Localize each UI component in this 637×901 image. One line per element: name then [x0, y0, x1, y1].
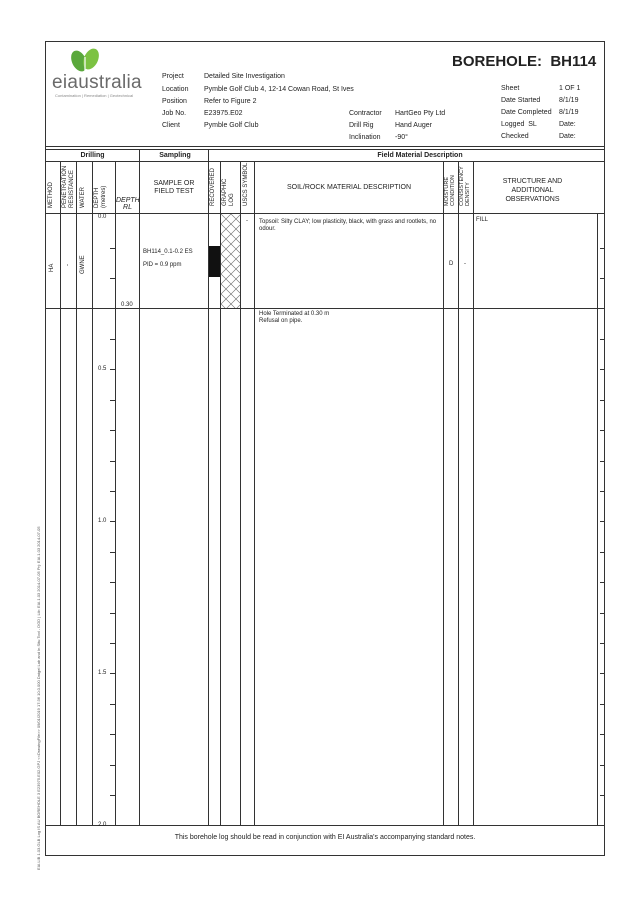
- water-value: GWNE: [80, 255, 86, 274]
- project-label: Project: [162, 73, 184, 80]
- tick: [110, 248, 115, 249]
- page-frame: [45, 41, 605, 856]
- field-group-title: Field Material Description: [377, 152, 463, 159]
- contractor-label: Contractor: [349, 110, 382, 117]
- date-started-label: Date Started: [501, 97, 541, 104]
- header-divider-2: [45, 149, 605, 150]
- tick: [110, 430, 115, 431]
- recovered-header: RECOVERED: [210, 167, 216, 206]
- tick: [110, 643, 115, 644]
- client-label: Client: [162, 122, 180, 129]
- footer-note: This borehole log should be read in conjunction with EI Australia's accompanying standard notes.: [174, 834, 476, 841]
- tick: [110, 521, 115, 522]
- water-header: WATER: [80, 187, 86, 208]
- jobno-label: Job No.: [162, 110, 187, 117]
- date-completed-value: 8/1/19: [559, 109, 579, 116]
- contractor-value: HartGeo Pty Ltd: [395, 110, 446, 117]
- footer-divider: [45, 825, 605, 826]
- tick: [600, 430, 605, 431]
- checked-label: Checked: [501, 133, 529, 140]
- position-value: Refer to Figure 2: [204, 98, 257, 105]
- tick: [110, 613, 115, 614]
- tick: [600, 643, 605, 644]
- tick: [600, 704, 605, 705]
- penetration-header: [62, 164, 76, 208]
- tick: [110, 491, 115, 492]
- tick: [600, 491, 605, 492]
- tick: [110, 278, 115, 279]
- drillrig-label: Drill Rig: [349, 122, 374, 129]
- col-line: [240, 161, 241, 825]
- tick: [110, 673, 115, 674]
- graphic-header: [222, 176, 236, 206]
- layer-description: Topsoil: Silty CLAY; low plasticity, black, with grass and rootlets, no odour.: [259, 219, 437, 232]
- position-label: Position: [162, 98, 187, 105]
- logo-tagline: Contamination | Remediation | Geotechnical: [55, 93, 134, 98]
- consistency-header-text: CONSISTENCY DENSITY: [459, 166, 471, 206]
- tick: [600, 461, 605, 462]
- tick: [110, 552, 115, 553]
- tick: [110, 400, 115, 401]
- recovered-bar: [209, 246, 220, 277]
- header-divider: [45, 146, 605, 147]
- col-line: [254, 161, 255, 825]
- col-line: [458, 161, 459, 825]
- depth-m-header: [94, 174, 108, 208]
- logged-date: Date:: [559, 121, 576, 128]
- group-divider: [45, 161, 605, 162]
- tick: [110, 765, 115, 766]
- col-line: [443, 161, 444, 825]
- col-line: [92, 161, 93, 825]
- logged-label: Logged SL: [501, 121, 537, 128]
- col-line: [60, 161, 61, 825]
- depth-m-header-text: DEPTH (metres): [94, 185, 107, 208]
- tick: [110, 795, 115, 796]
- bottom-depth: 0.30: [121, 302, 133, 308]
- depth-rl-header: [116, 197, 139, 211]
- tick: [110, 704, 115, 705]
- tick: [600, 248, 605, 249]
- termination-line-1: Hole Terminated at 0.30 m: [259, 311, 330, 317]
- graphic-header-text: GRAPHIC LOG: [222, 178, 235, 206]
- leaf-logo-icon: [67, 47, 103, 75]
- sample-header-text: SAMPLE OR FIELD TEST: [153, 180, 195, 195]
- col-line: [115, 161, 116, 825]
- tick: [600, 582, 605, 583]
- graphic-log-hatch: [221, 214, 240, 308]
- consistency-header: [459, 162, 471, 206]
- tick: [600, 765, 605, 766]
- depth-label-1-5: 1.5: [98, 670, 107, 676]
- tick: [600, 795, 605, 796]
- structure-value: FILL: [476, 217, 489, 223]
- uscs-header: USCS SYMBOL: [243, 162, 249, 206]
- tick: [110, 582, 115, 583]
- structure-header: [495, 177, 570, 204]
- tick: [600, 552, 605, 553]
- moisture-header: [444, 162, 456, 206]
- depth-label-2-0: 2.0: [98, 822, 107, 828]
- side-note: EIA LIB 1.03.GLB Log IS AU BOREHOLE 3 E23975.E02.GPJ <<DrawingFile>> 09/01/2019 17:36 10.0.000 Datgel Lab and In Situ Tool - DGD | Lib: EIA 1.03 2014-07-05 Prj: EIA 1.03 2014-07-05: [36, 526, 41, 870]
- tick: [600, 734, 605, 735]
- depth-label-0-5: 0.5: [98, 366, 107, 372]
- location-value: Pymble Golf Club 4, 12-14 Cowan Road, St Ives: [204, 86, 354, 93]
- tick: [600, 400, 605, 401]
- client-value: Pymble Golf Club: [204, 122, 259, 129]
- col-line: [76, 161, 77, 825]
- borehole-title: BOREHOLE: BH114: [452, 53, 597, 70]
- tick: [110, 369, 115, 370]
- tick: [110, 461, 115, 462]
- depth-label-1-0: 1.0: [98, 518, 107, 524]
- uscs-value: -: [246, 218, 248, 224]
- tick: [110, 734, 115, 735]
- col-line: [139, 149, 140, 825]
- termination-line-2: Refusal on pipe.: [259, 318, 303, 324]
- date-completed-label: Date Completed: [501, 109, 552, 116]
- col-line: [473, 161, 474, 825]
- logo-text: eiaustralia: [52, 72, 142, 93]
- date-started-value: 8/1/19: [559, 97, 579, 104]
- tick: [110, 339, 115, 340]
- tick: [600, 613, 605, 614]
- sheet-label: Sheet: [501, 85, 520, 92]
- location-label: Location: [162, 86, 189, 93]
- sampling-group-title: Sampling: [159, 152, 191, 159]
- depth-rl-header-text: DEPTH RL: [116, 197, 140, 211]
- moisture-value: D: [449, 261, 454, 267]
- method-value: HA: [49, 263, 55, 272]
- tick: [600, 521, 605, 522]
- tick: [600, 278, 605, 279]
- project-value: Detailed Site Investigation: [204, 73, 285, 80]
- structure-header-text: STRUCTURE AND ADDITIONAL OBSERVATIONS: [502, 178, 563, 203]
- inclination-value: -90°: [395, 134, 408, 141]
- drilling-group-title: Drilling: [80, 152, 105, 159]
- column-header-divider: [45, 213, 605, 214]
- inclination-label: Inclination: [349, 134, 381, 141]
- pid-reading: PID = 0.9 ppm: [143, 262, 182, 268]
- penetration-value: -: [65, 264, 71, 266]
- moisture-header-text: MOISTURE CONDITION: [444, 175, 456, 206]
- penetration-header-text: PENETRATION RESISTANCE: [62, 165, 75, 208]
- top-depth: 0.0: [98, 214, 107, 220]
- tick: [600, 673, 605, 674]
- layer-bottom-line: [45, 308, 605, 309]
- tick: [600, 369, 605, 370]
- sheet-value: 1 OF 1: [559, 85, 581, 92]
- col-line: [597, 213, 598, 825]
- sample-header: [150, 180, 198, 196]
- tick: [600, 339, 605, 340]
- sample-id: BH114_0.1-0.2 ES: [143, 249, 193, 255]
- method-header: METHOD: [48, 182, 54, 208]
- description-header: SOIL/ROCK MATERIAL DESCRIPTION: [286, 184, 412, 191]
- consistency-value: -: [464, 261, 466, 267]
- drillrig-value: Hand Auger: [395, 122, 432, 129]
- checked-date: Date:: [559, 133, 576, 140]
- jobno-value: E23975.E02: [204, 110, 243, 117]
